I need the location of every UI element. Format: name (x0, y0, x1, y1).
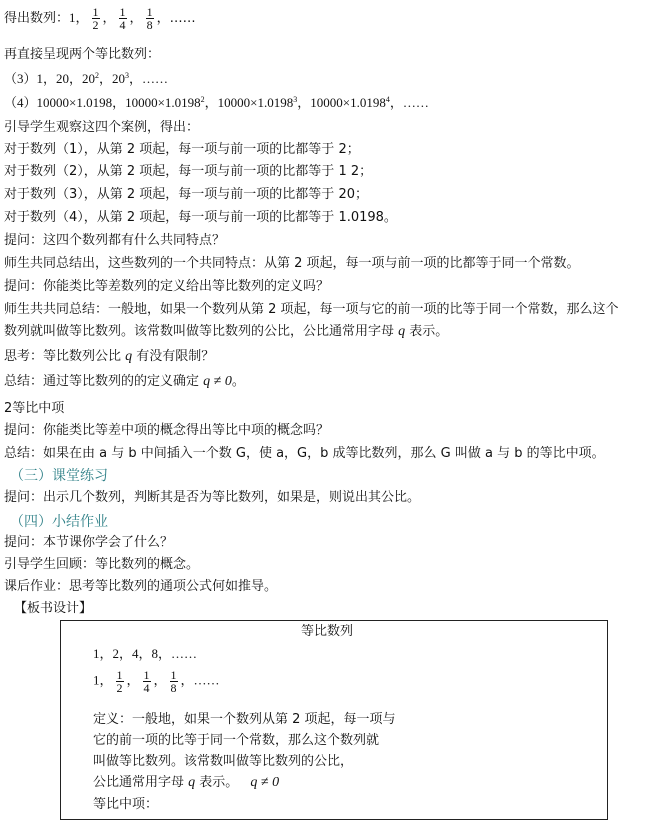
board-design-box (60, 620, 608, 820)
summary-common: 师生共同总结出，这些数列的一个共同特点：从第 2 项起，每一项与前一项的比都等于同一个常数。 (4, 256, 580, 271)
sequence-1-first: 1， (69, 10, 89, 25)
homework-line: 课后作业：思考等比数列的通项公式何如推导。 (4, 579, 278, 594)
summary-definition-line-2: 数列就叫做等比数列。该常数叫做等比数列的公比，公比通常用字母 q 表示。 (4, 324, 449, 339)
board-sequence-b: 1， $\frac{1}{2}$ ， $\frac{1}{4}$ ， $\frac{1}{8}$ ，…… (93, 668, 220, 695)
sequence-3-line: （3）1，20，$20^2$，$20^3$，…… (4, 71, 169, 86)
heading-homework: （四）小结作业 (10, 514, 108, 530)
fraction: $\frac{1}{8}$ (170, 668, 177, 695)
summary-definition-line-1: 师生共共同总结：一般地，如果一个数列从第 2 项起，每一项与它的前一项的比等于同一个常数，那么这个 (4, 302, 619, 317)
board-definition-line: 定义：一般地，如果一个数列从第 2 项起，每一项与 (93, 712, 396, 727)
question-learned: 提问：本节课你学会了什么？ (4, 535, 174, 550)
sequence-4-line: （4）10000×1.0198，$10000\times 1.0198^2$，$10000\times 1.0198^3$，$10000\times 1.0198^4$，…… (4, 95, 429, 110)
question-definition: 提问：你能类比等差数列的定义给出等比数列的定义吗？ (4, 279, 330, 294)
ratio-line: 对于数列（2），从第 2 项起，每一项与前一项的比都等于 1 2； (4, 164, 373, 179)
observe-line: 引导学生观察这四个案例，得出： (4, 120, 200, 135)
sequence-1-tail: ，…… (156, 11, 196, 26)
board-definition-last: 公比通常用字母 q 表示。 q ≠ 0 (93, 775, 280, 790)
fraction: $\frac{1}{8}$ (146, 5, 153, 32)
fraction: $\frac{1}{2}$ (92, 5, 99, 32)
board-design-label: 【板书设计】 (14, 601, 93, 616)
present-line: 再直接呈现两个等比数列： (4, 47, 161, 62)
board-sequence-a: 1，2，4，8，…… (93, 646, 198, 661)
summary-geometric-mean: 总结：如果在由 a 与 b 中间插入一个数 G，使 a，G，b 成等比数列，那么 G 叫做 a 与 b 的等比中项。 (4, 446, 605, 461)
fraction: $\frac{1}{4}$ (119, 5, 126, 32)
board-title: 等比数列 (301, 624, 354, 639)
ratio-line: 对于数列（1），从第 2 项起，每一项与前一项的比都等于 2； (4, 142, 360, 157)
board-definition-line: 叫做等比数列。该常数叫做等比数列的公比， (93, 754, 354, 769)
heading-practice: （三）课堂练习 (10, 468, 108, 484)
question-practice: 提问：出示几个数列，判断其是否为等比数列，如果是，则说出其公比。 (4, 490, 421, 505)
conclude-line: 总结：通过等比数列的的定义确定 q ≠ 0。 (4, 374, 245, 389)
question-common: 提问：这四个数列都有什么共同特点？ (4, 233, 226, 248)
section-geometric-mean: 2等比中项 (4, 401, 65, 416)
think-line: 思考：等比数列公比 q 有没有限制？ (4, 349, 215, 364)
board-geometric-mean-label: 等比中项： (93, 797, 159, 812)
sequence-1-prefix: 得出数列： (4, 11, 70, 26)
ratio-line: 对于数列（4），从第 2 项起，每一项与前一项的比都等于 1.0198。 (4, 210, 397, 225)
fraction: $\frac{1}{2}$ (116, 668, 123, 695)
fraction: $\frac{1}{4}$ (143, 668, 150, 695)
board-definition-line: 它的前一项的比等于同一个常数，那么这个数列就 (93, 733, 380, 748)
ratio-line: 对于数列（3），从第 2 项起，每一项与前一项的比都等于 20； (4, 187, 368, 202)
sequence-1-line: 得出数列：1， $\frac{1}{2}$ ， $\frac{1}{4}$ ， $\frac{1}{8}$ ，…… (4, 5, 196, 32)
review-line: 引导学生回顾：等比数列的概念。 (4, 557, 200, 572)
question-geometric-mean: 提问：你能类比等差中项的概念得出等比中项的概念吗？ (4, 423, 330, 438)
